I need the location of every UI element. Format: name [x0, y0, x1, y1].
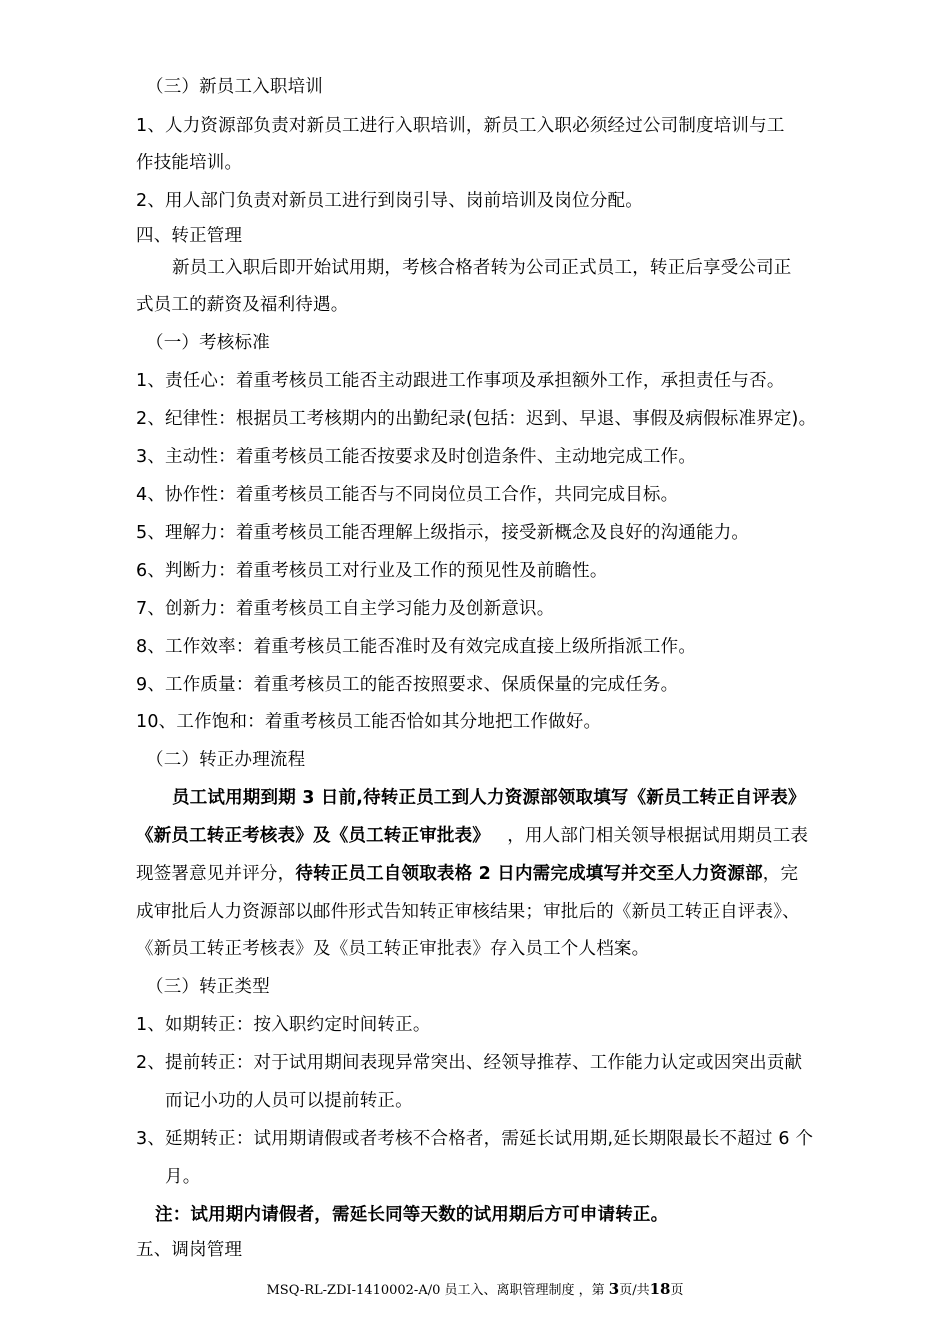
section-heading-types: （三）转正类型: [146, 977, 270, 997]
list-item: 4、协作性：着重考核员工能否与不同岗位员工合作，共同完成目标。: [136, 485, 679, 505]
list-item: 3、延期转正：试用期请假或者考核不合格者，需延长试用期,延长期限最长不超过 6 个: [136, 1129, 814, 1149]
list-item: 8、工作效率：着重考核员工能否准时及有效完成直接上级所指派工作。: [136, 637, 697, 657]
list-item: 6、判断力：着重考核员工对行业及工作的预见性及前瞻性。: [136, 561, 608, 581]
list-item: 2、提前转正：对于试用期间表现异常突出、经领导推荐、工作能力认定或因突出贡献: [136, 1053, 803, 1073]
footer-page-total: 18: [649, 1280, 671, 1298]
footer-page-end: 页: [670, 1283, 684, 1298]
list-item: 3、主动性：着重考核员工能否按要求及时创造条件、主动地完成工作。: [136, 447, 697, 467]
section-heading-process: （二）转正办理流程: [146, 750, 306, 770]
normal-text: 现签署意见并评分，: [136, 864, 296, 884]
list-item-continuation: 而记小功的人员可以提前转正。: [165, 1091, 413, 1111]
footer-page-mid: 页/共: [619, 1283, 650, 1298]
normal-text: ，用人部门相关领导根据试用期员工表: [507, 826, 809, 846]
paragraph-line: 新员工入职后即开始试用期，考核合格者转为公司正式员工，转正后享受公司正: [172, 258, 792, 278]
footer-page-current: 3: [608, 1280, 620, 1298]
chapter-heading-transfer: 五、调岗管理: [136, 1240, 243, 1260]
bold-text: 待转正员工自领取表格 2 日内需完成填写并交至人力资源部: [295, 864, 763, 884]
paragraph-line: [136, 824, 808, 848]
paragraph-line: 员工试用期到期 3 日前,待转正员工到人力资源部领取填写《新员工转正自评表》: [172, 788, 806, 808]
list-item: 10、工作饱和：着重考核员工能否恰如其分地把工作做好。: [136, 712, 602, 732]
list-item: 7、创新力：着重考核员工自主学习能力及创新意识。: [136, 599, 555, 619]
list-item: 5、理解力：着重考核员工能否理解上级指示，接受新概念及良好的沟通能力。: [136, 523, 750, 543]
section-heading-criteria: （一）考核标准: [146, 333, 270, 353]
list-item: 2、纪律性：根据员工考核期内的出勤纪录(包括：迟到、早退、事假及病假标准界定)。: [136, 409, 817, 429]
paragraph-line: 作技能培训。: [136, 153, 243, 173]
bold-text: 《新员工转正考核表》及《员工转正审批表》: [136, 826, 482, 846]
note-line: 注：试用期内请假者，需延长同等天数的试用期后方可申请转正。: [155, 1205, 669, 1225]
list-item: 1、如期转正：按入职约定时间转正。: [136, 1015, 431, 1035]
footer-doc-code: MSQ-RL-ZDI-1410002-A/0 员工入、离职管理制度 ，第: [266, 1283, 605, 1298]
page-footer: [0, 1280, 950, 1300]
normal-text: ，完: [762, 864, 799, 884]
paragraph-line: 《新员工转正考核表》及《员工转正审批表》存入员工个人档案。: [136, 939, 650, 959]
section-heading-onboarding-training: （三）新员工入职培训: [146, 77, 323, 97]
paragraph-line: 式员工的薪资及福利待遇。: [136, 295, 349, 315]
list-item-continuation: 月。: [165, 1167, 201, 1187]
paragraph-line: 成审批后人力资源部以邮件形式告知转正审核结果；审批后的《新员工转正自评表》、: [136, 902, 800, 922]
chapter-heading-probation: 四、转正管理: [136, 226, 243, 246]
list-item: 9、工作质量：着重考核员工的能否按照要求、保质保量的完成任务。: [136, 675, 679, 695]
paragraph-line: 2、用人部门负责对新员工进行到岗引导、岗前培训及岗位分配。: [136, 191, 643, 211]
paragraph-line: 1、人力资源部负责对新员工进行入职培训，新员工入职必须经过公司制度培训与工: [136, 116, 785, 136]
list-item: 1、责任心：着重考核员工能否主动跟进工作事项及承担额外工作，承担责任与否。: [136, 371, 785, 391]
paragraph-line: [136, 862, 798, 886]
